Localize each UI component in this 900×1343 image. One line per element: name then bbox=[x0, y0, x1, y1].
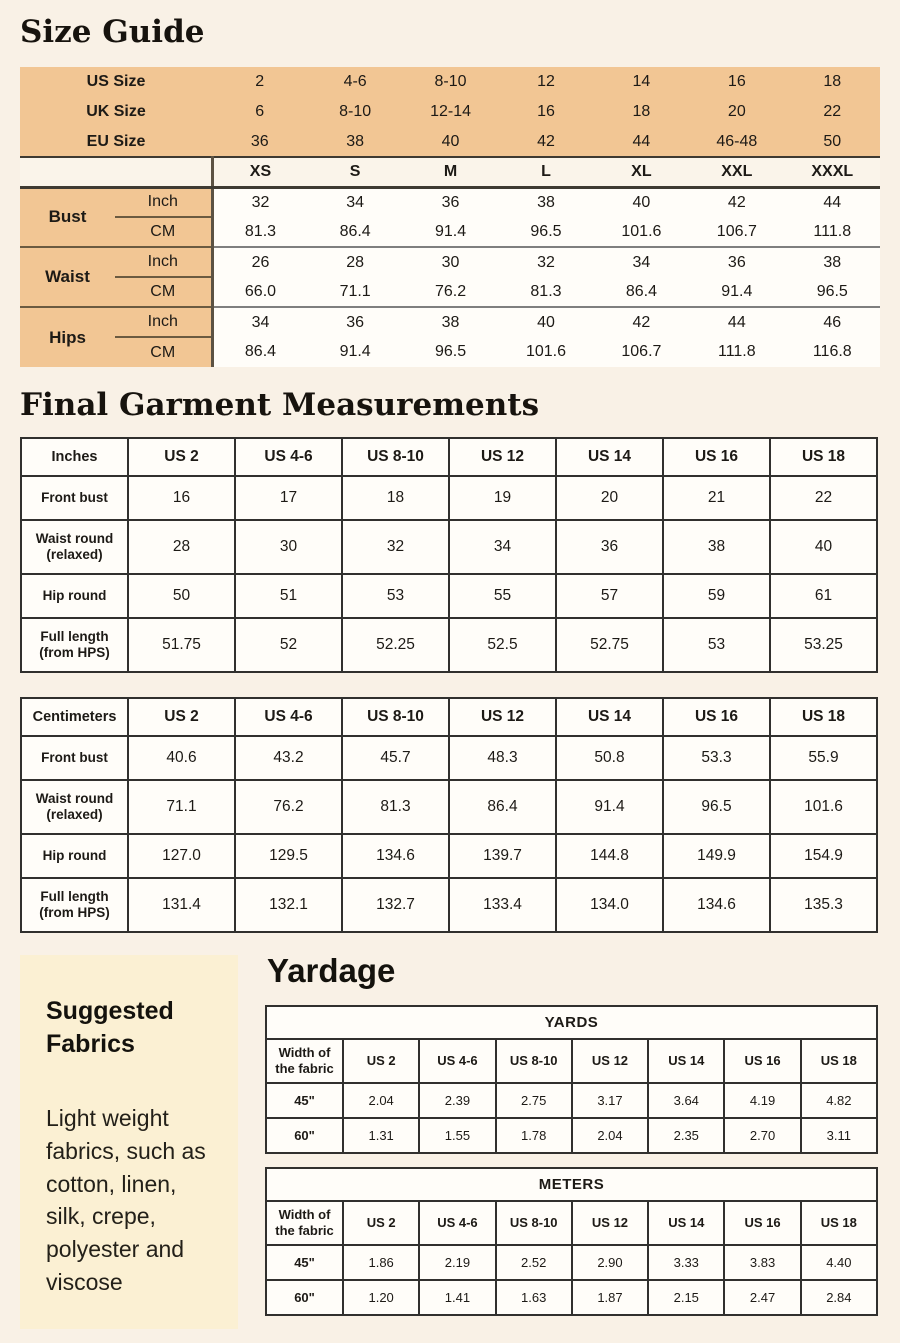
yardage-value: 1.31 bbox=[343, 1118, 419, 1153]
measurement-value-inch: 40 bbox=[498, 307, 593, 337]
yardage-size-header: US 14 bbox=[648, 1201, 724, 1245]
size-conversion-value: 16 bbox=[689, 67, 784, 97]
fgm-value: 131.4 bbox=[128, 878, 235, 932]
size-letter-label: XXXL bbox=[785, 157, 880, 187]
size-conversion-value: 20 bbox=[689, 97, 784, 127]
size-system-label: EU Size bbox=[20, 127, 212, 157]
size-conversion-value: 36 bbox=[212, 127, 307, 157]
fgm-row-label: Full length (from HPS) bbox=[21, 618, 128, 672]
fgm-value: 132.1 bbox=[235, 878, 342, 932]
fgm-value: 149.9 bbox=[663, 834, 770, 878]
fgm-value: 17 bbox=[235, 476, 342, 520]
fgm-size-header: US 18 bbox=[770, 438, 877, 476]
fgm-size-header: US 4-6 bbox=[235, 438, 342, 476]
size-conversion-value: 22 bbox=[785, 97, 880, 127]
fgm-value: 57 bbox=[556, 574, 663, 618]
measurement-value-inch: 38 bbox=[498, 187, 593, 217]
size-conversion-value: 18 bbox=[785, 67, 880, 97]
measurement-value-cm: 106.7 bbox=[689, 217, 784, 247]
measurement-value-inch: 36 bbox=[689, 247, 784, 277]
size-conversion-value: 14 bbox=[594, 67, 689, 97]
fgm-unit-header: Centimeters bbox=[21, 698, 128, 736]
yardage-value: 1.78 bbox=[496, 1118, 572, 1153]
fgm-value: 139.7 bbox=[449, 834, 556, 878]
measurement-value-inch: 44 bbox=[785, 187, 880, 217]
fabric-width-label: 60" bbox=[266, 1118, 343, 1153]
fgm-value: 36 bbox=[556, 520, 663, 574]
yardage-value: 3.83 bbox=[724, 1245, 800, 1280]
measurement-value-cm: 91.4 bbox=[403, 217, 498, 247]
measurement-group-label: Hips bbox=[20, 307, 115, 367]
fabric-width-label: 60" bbox=[266, 1280, 343, 1315]
yardage-value: 4.82 bbox=[801, 1083, 877, 1118]
yardage-size-header: US 14 bbox=[648, 1039, 724, 1083]
fgm-value: 21 bbox=[663, 476, 770, 520]
measurement-group-label: Bust bbox=[20, 187, 115, 247]
measurement-value-inch: 42 bbox=[594, 307, 689, 337]
measurement-value-inch: 36 bbox=[403, 187, 498, 217]
yardage-value: 1.55 bbox=[419, 1118, 495, 1153]
fgm-size-header: US 14 bbox=[556, 698, 663, 736]
fgm-value: 40 bbox=[770, 520, 877, 574]
fgm-size-header: US 8-10 bbox=[342, 698, 449, 736]
fgm-value: 129.5 bbox=[235, 834, 342, 878]
fgm-value: 86.4 bbox=[449, 780, 556, 834]
unit-label-inch: Inch bbox=[115, 247, 212, 277]
yardage-size-header: US 16 bbox=[724, 1039, 800, 1083]
yardage-value: 2.84 bbox=[801, 1280, 877, 1315]
fgm-value: 52.75 bbox=[556, 618, 663, 672]
yardage-value: 1.63 bbox=[496, 1280, 572, 1315]
unit-label-cm: CM bbox=[115, 337, 212, 367]
yardage-size-header: US 16 bbox=[724, 1201, 800, 1245]
fgm-value: 52.25 bbox=[342, 618, 449, 672]
size-letter-label: L bbox=[498, 157, 593, 187]
size-conversion-value: 6 bbox=[212, 97, 307, 127]
yardage-value: 2.75 bbox=[496, 1083, 572, 1118]
measurement-value-inch: 38 bbox=[785, 247, 880, 277]
fgm-value: 19 bbox=[449, 476, 556, 520]
fgm-unit-header: Inches bbox=[21, 438, 128, 476]
fgm-row-label: Waist round (relaxed) bbox=[21, 520, 128, 574]
fgm-value: 61 bbox=[770, 574, 877, 618]
size-conversion-value: 50 bbox=[785, 127, 880, 157]
fgm-value: 134.6 bbox=[663, 878, 770, 932]
suggested-fabrics-panel bbox=[20, 955, 238, 1329]
fgm-size-header: US 14 bbox=[556, 438, 663, 476]
yardage-value: 4.40 bbox=[801, 1245, 877, 1280]
fgm-value: 38 bbox=[663, 520, 770, 574]
measurement-value-inch: 32 bbox=[212, 187, 307, 217]
fgm-value: 132.7 bbox=[342, 878, 449, 932]
fgm-value: 81.3 bbox=[342, 780, 449, 834]
yardage-value: 1.87 bbox=[572, 1280, 648, 1315]
measurement-value-cm: 66.0 bbox=[212, 277, 307, 307]
fgm-value: 50 bbox=[128, 574, 235, 618]
fgm-row-label: Full length (from HPS) bbox=[21, 878, 128, 932]
unit-label-inch: Inch bbox=[115, 187, 212, 217]
measurement-value-inch: 46 bbox=[785, 307, 880, 337]
measurement-value-cm: 111.8 bbox=[785, 217, 880, 247]
measurement-value-cm: 116.8 bbox=[785, 337, 880, 367]
fgm-value: 22 bbox=[770, 476, 877, 520]
fgm-value: 55 bbox=[449, 574, 556, 618]
fgm-value: 53.25 bbox=[770, 618, 877, 672]
fgm-value: 28 bbox=[128, 520, 235, 574]
yardage-value: 2.19 bbox=[419, 1245, 495, 1280]
size-conversion-value: 8-10 bbox=[403, 67, 498, 97]
yardage-unit-header: YARDS bbox=[266, 1006, 877, 1039]
size-conversion-value: 8-10 bbox=[307, 97, 402, 127]
measurement-value-cm: 91.4 bbox=[307, 337, 402, 367]
fgm-size-header: US 8-10 bbox=[342, 438, 449, 476]
fgm-value: 133.4 bbox=[449, 878, 556, 932]
yardage-value: 2.70 bbox=[724, 1118, 800, 1153]
measurement-value-inch: 38 bbox=[403, 307, 498, 337]
measurement-value-cm: 96.5 bbox=[403, 337, 498, 367]
fgm-value: 53 bbox=[342, 574, 449, 618]
size-conversion-value: 38 bbox=[307, 127, 402, 157]
measurement-value-inch: 26 bbox=[212, 247, 307, 277]
measurement-value-inch: 28 bbox=[307, 247, 402, 277]
fabric-width-header: Width of the fabric bbox=[266, 1039, 343, 1083]
size-system-label: UK Size bbox=[20, 97, 212, 127]
measurement-value-inch: 34 bbox=[307, 187, 402, 217]
fgm-value: 30 bbox=[235, 520, 342, 574]
garment-measurements-inches-table bbox=[20, 437, 878, 673]
measurement-value-cm: 86.4 bbox=[594, 277, 689, 307]
yardage-value: 2.35 bbox=[648, 1118, 724, 1153]
yardage-value: 2.47 bbox=[724, 1280, 800, 1315]
size-conversion-value: 2 bbox=[212, 67, 307, 97]
yardage-size-header: US 4-6 bbox=[419, 1201, 495, 1245]
size-conversion-value: 12-14 bbox=[403, 97, 498, 127]
measurement-value-cm: 86.4 bbox=[212, 337, 307, 367]
fgm-size-header: US 12 bbox=[449, 438, 556, 476]
size-conversion-value: 40 bbox=[403, 127, 498, 157]
size-conversion-value: 16 bbox=[498, 97, 593, 127]
size-guide-title: Size Guide bbox=[20, 14, 205, 50]
unit-label-inch: Inch bbox=[115, 307, 212, 337]
measurement-value-cm: 96.5 bbox=[498, 217, 593, 247]
size-conversion-value: 4-6 bbox=[307, 67, 402, 97]
yardage-value: 3.64 bbox=[648, 1083, 724, 1118]
yardage-size-header: US 12 bbox=[572, 1201, 648, 1245]
measurement-value-inch: 32 bbox=[498, 247, 593, 277]
measurement-value-cm: 101.6 bbox=[594, 217, 689, 247]
suggested-fabrics-body: Light weight fabrics, such as cotton, linen, silk, crepe, polyester and viscose bbox=[46, 1105, 206, 1295]
measurement-value-cm: 106.7 bbox=[594, 337, 689, 367]
fgm-size-header: US 12 bbox=[449, 698, 556, 736]
yardage-unit-header: METERS bbox=[266, 1168, 877, 1201]
yardage-value: 1.41 bbox=[419, 1280, 495, 1315]
yardage-size-header: US 8-10 bbox=[496, 1039, 572, 1083]
size-letter-label: M bbox=[403, 157, 498, 187]
yardage-value: 3.11 bbox=[801, 1118, 877, 1153]
fgm-size-header: US 16 bbox=[663, 698, 770, 736]
fgm-value: 134.6 bbox=[342, 834, 449, 878]
fgm-row-label: Hip round bbox=[21, 834, 128, 878]
measurement-value-cm: 76.2 bbox=[403, 277, 498, 307]
yardage-value: 2.90 bbox=[572, 1245, 648, 1280]
final-garment-measurements-title: Final Garment Measurements bbox=[20, 387, 540, 424]
size-letter-label: XL bbox=[594, 157, 689, 187]
fabric-width-header: Width of the fabric bbox=[266, 1201, 343, 1245]
fgm-value: 55.9 bbox=[770, 736, 877, 780]
measurement-group-label: Waist bbox=[20, 247, 115, 307]
fgm-value: 53 bbox=[663, 618, 770, 672]
fgm-value: 45.7 bbox=[342, 736, 449, 780]
fgm-value: 48.3 bbox=[449, 736, 556, 780]
fgm-value: 20 bbox=[556, 476, 663, 520]
measurement-value-cm: 71.1 bbox=[307, 277, 402, 307]
fgm-value: 135.3 bbox=[770, 878, 877, 932]
suggested-fabrics-title: Suggested Fabrics bbox=[46, 997, 174, 1058]
size-conversion-value: 12 bbox=[498, 67, 593, 97]
size-letter-label: XS bbox=[212, 157, 307, 187]
measurement-value-inch: 44 bbox=[689, 307, 784, 337]
yardage-value: 3.17 bbox=[572, 1083, 648, 1118]
fgm-row-label: Waist round (relaxed) bbox=[21, 780, 128, 834]
yardage-value: 2.39 bbox=[419, 1083, 495, 1118]
yardage-value: 2.15 bbox=[648, 1280, 724, 1315]
yardage-value: 2.52 bbox=[496, 1245, 572, 1280]
garment-measurements-centimeters-table bbox=[20, 697, 878, 933]
measurement-value-cm: 111.8 bbox=[689, 337, 784, 367]
bottom-section bbox=[20, 952, 880, 1329]
measurement-value-inch: 40 bbox=[594, 187, 689, 217]
fgm-row-label: Hip round bbox=[21, 574, 128, 618]
size-conversion-table bbox=[20, 67, 880, 367]
size-conversion-value: 46-48 bbox=[689, 127, 784, 157]
yardage-size-header: US 2 bbox=[343, 1201, 419, 1245]
fgm-value: 50.8 bbox=[556, 736, 663, 780]
fgm-value: 96.5 bbox=[663, 780, 770, 834]
yardage-value: 4.19 bbox=[724, 1083, 800, 1118]
fgm-value: 91.4 bbox=[556, 780, 663, 834]
yardage-size-header: US 8-10 bbox=[496, 1201, 572, 1245]
size-header-spacer bbox=[20, 157, 212, 187]
yardage-size-header: US 4-6 bbox=[419, 1039, 495, 1083]
unit-label-cm: CM bbox=[115, 277, 212, 307]
measurement-value-cm: 101.6 bbox=[498, 337, 593, 367]
fgm-size-header: US 16 bbox=[663, 438, 770, 476]
fgm-value: 16 bbox=[128, 476, 235, 520]
fgm-row-label: Front bust bbox=[21, 476, 128, 520]
fgm-value: 154.9 bbox=[770, 834, 877, 878]
fabric-width-label: 45" bbox=[266, 1083, 343, 1118]
fgm-value: 127.0 bbox=[128, 834, 235, 878]
fgm-value: 71.1 bbox=[128, 780, 235, 834]
fgm-row-label: Front bust bbox=[21, 736, 128, 780]
measurement-value-inch: 34 bbox=[594, 247, 689, 277]
size-conversion-value: 42 bbox=[498, 127, 593, 157]
fgm-value: 76.2 bbox=[235, 780, 342, 834]
measurement-value-cm: 81.3 bbox=[212, 217, 307, 247]
size-system-label: US Size bbox=[20, 67, 212, 97]
fgm-value: 101.6 bbox=[770, 780, 877, 834]
fgm-value: 52 bbox=[235, 618, 342, 672]
fgm-value: 40.6 bbox=[128, 736, 235, 780]
fgm-value: 34 bbox=[449, 520, 556, 574]
yardage-title: Yardage bbox=[267, 952, 396, 990]
yardage-size-header: US 18 bbox=[801, 1201, 877, 1245]
fgm-value: 51.75 bbox=[128, 618, 235, 672]
fgm-size-header: US 2 bbox=[128, 438, 235, 476]
measurement-value-inch: 42 bbox=[689, 187, 784, 217]
yardage-size-header: US 18 bbox=[801, 1039, 877, 1083]
size-letter-label: XXL bbox=[689, 157, 784, 187]
fabric-width-label: 45" bbox=[266, 1245, 343, 1280]
unit-label-cm: CM bbox=[115, 217, 212, 247]
yardage-value: 2.04 bbox=[572, 1118, 648, 1153]
yardage-value: 1.86 bbox=[343, 1245, 419, 1280]
measurement-value-cm: 91.4 bbox=[689, 277, 784, 307]
measurement-value-cm: 81.3 bbox=[498, 277, 593, 307]
measurement-value-cm: 86.4 bbox=[307, 217, 402, 247]
fgm-size-header: US 18 bbox=[770, 698, 877, 736]
size-letter-label: S bbox=[307, 157, 402, 187]
fgm-value: 18 bbox=[342, 476, 449, 520]
yardage-section bbox=[265, 952, 878, 1316]
size-conversion-value: 44 bbox=[594, 127, 689, 157]
fgm-value: 32 bbox=[342, 520, 449, 574]
measurement-value-inch: 36 bbox=[307, 307, 402, 337]
yardage-yards-table bbox=[265, 1005, 878, 1154]
size-conversion-value: 18 bbox=[594, 97, 689, 127]
yardage-size-header: US 2 bbox=[343, 1039, 419, 1083]
fgm-value: 52.5 bbox=[449, 618, 556, 672]
fgm-value: 59 bbox=[663, 574, 770, 618]
measurement-value-inch: 34 bbox=[212, 307, 307, 337]
yardage-value: 3.33 bbox=[648, 1245, 724, 1280]
measurement-value-cm: 96.5 bbox=[785, 277, 880, 307]
fgm-value: 53.3 bbox=[663, 736, 770, 780]
fgm-value: 134.0 bbox=[556, 878, 663, 932]
yardage-value: 2.04 bbox=[343, 1083, 419, 1118]
yardage-value: 1.20 bbox=[343, 1280, 419, 1315]
fgm-size-header: US 2 bbox=[128, 698, 235, 736]
yardage-size-header: US 12 bbox=[572, 1039, 648, 1083]
yardage-meters-table bbox=[265, 1167, 878, 1316]
fgm-size-header: US 4-6 bbox=[235, 698, 342, 736]
measurement-value-inch: 30 bbox=[403, 247, 498, 277]
fgm-value: 144.8 bbox=[556, 834, 663, 878]
fgm-value: 51 bbox=[235, 574, 342, 618]
fgm-value: 43.2 bbox=[235, 736, 342, 780]
